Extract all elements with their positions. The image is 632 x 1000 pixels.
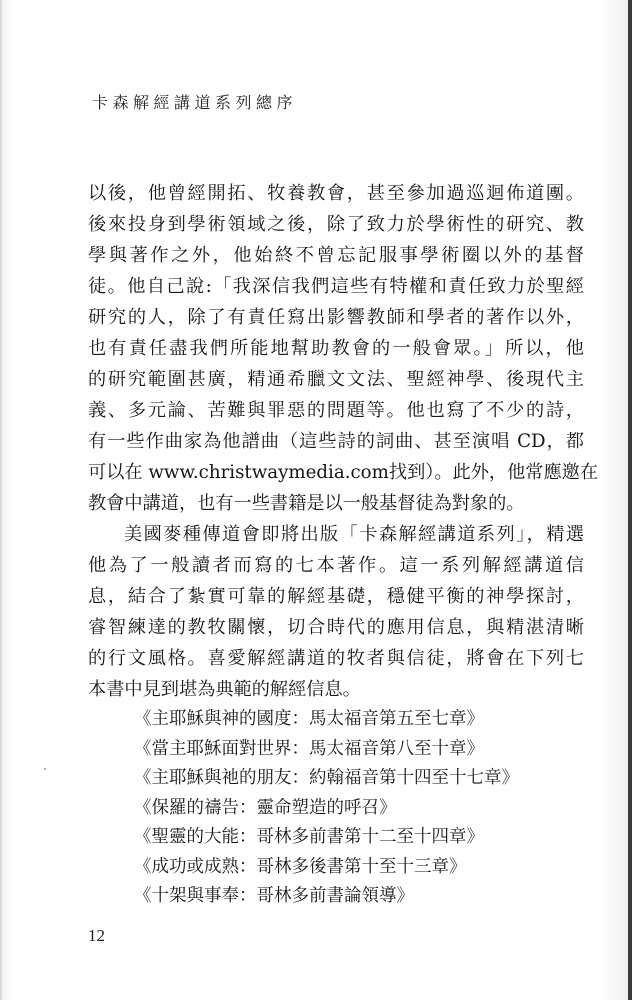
text-line: 睿智練達的教牧關懷，切合時代的應用信息，與精湛清晰 xyxy=(88,617,584,638)
book-list-item: 《主耶穌與神的國度：馬太福音第五至七章》 xyxy=(134,709,484,729)
book-list-item: 《聖靈的大能：哥林多前書第十二至十四章》 xyxy=(134,827,484,847)
text-line: 後來投身到學術領域之後，除了致力於學術性的研究、教 xyxy=(88,214,584,235)
text-line: 他為了一般讀者而寫的七本著作。這一系列解經講道信 xyxy=(88,555,584,576)
book-list-item: 《成功或成熟：哥林多後書第十至十三章》 xyxy=(134,856,467,877)
text-line: 有一些作曲家為他譜曲（這些詩的詞曲、甚至演唱 CD，都 xyxy=(88,431,584,452)
body-text xyxy=(88,178,599,705)
book-list-item: 《主耶穌與祂的朋友：約翰福音第十四至十七章》 xyxy=(134,768,519,788)
text-line: 以後，他曾經開拓、牧養教會，甚至參加過巡迴佈道團。 xyxy=(88,183,584,204)
text-line: 研究的人，除了有責任寫出影響教師和學者的著作以外， xyxy=(88,307,584,328)
book-list-item: 《當主耶穌面對世界：馬太福音第八至十章》 xyxy=(134,738,484,759)
book-list-item: 《保羅的禱告：靈命塑造的呼召》 xyxy=(134,797,397,818)
text-line: 徒。他自己說:「我深信我們這些有特權和責任致力於聖經 xyxy=(88,276,584,297)
page-number: 12 xyxy=(88,926,105,945)
text-line: 義、多元論、苦難與罪惡的問題等。他也寫了不少的詩， xyxy=(88,400,584,421)
text-line: 也有責任盡我們所能地幫助教會的一般會眾。」所以，他 xyxy=(88,338,584,359)
text-line: 教會中講道，也有一些書籍是以一般基督徒為對象的。 xyxy=(88,493,525,514)
text-line: 息，結合了紮實可靠的解經基礎，穩健平衡的神學探討， xyxy=(88,586,584,607)
book-list-item: 《十架與事奉：哥林多前書論領導》 xyxy=(134,886,414,906)
book-list xyxy=(134,705,574,912)
paragraph-1 xyxy=(88,178,599,519)
text-line: 的行文風格。喜愛解經講道的牧者與信徒，將會在下列七 xyxy=(88,648,584,669)
text-line: 的研究範圍甚廣，精通希臘文文法、聖經神學、後現代主 xyxy=(88,369,584,390)
paragraph-2 xyxy=(88,519,584,705)
text-line: 本書中見到堪為典範的解經信息。 xyxy=(88,679,361,700)
text-line: 美國麥種傳道會即將出版「卡森解經講道系列」，精選 xyxy=(124,524,584,545)
running-header: 卡森解經講道系列總序 xyxy=(92,93,298,112)
scan-speck xyxy=(44,768,46,770)
text-line: 可以在 www.christwaymedia.com找到）。此外，他常應邀在 xyxy=(88,462,599,483)
text-line: 學與著作之外，他始終不曾忘記服事學術圈以外的基督 xyxy=(88,245,584,266)
